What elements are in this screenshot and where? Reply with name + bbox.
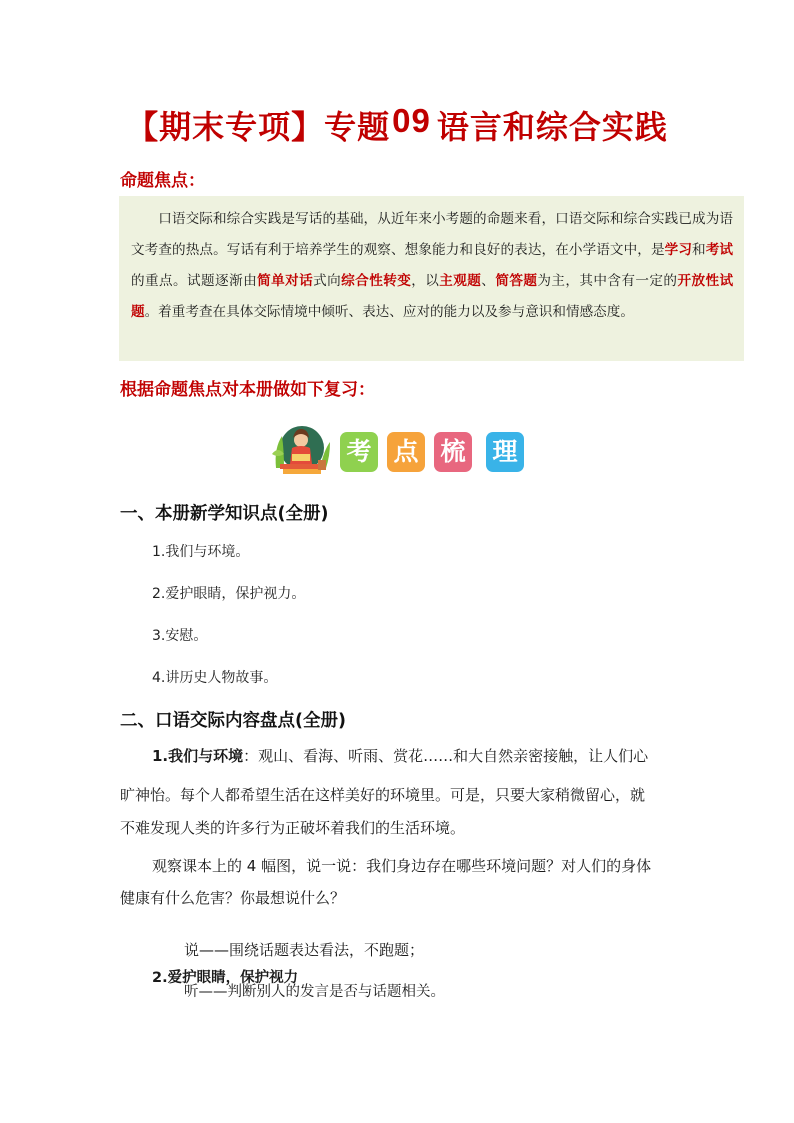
title-suffix: 语言和综合实践 (436, 108, 668, 146)
section1-item-1: 1.我们与环境。 (152, 544, 250, 560)
focus-text-segment: 、 (481, 273, 496, 289)
banner-tile-3: 梳 (434, 432, 472, 472)
banner-key-points (270, 424, 530, 476)
focus-highlight: 主观题 (439, 273, 482, 289)
page-title (0, 102, 794, 148)
focus-paragraph (131, 204, 733, 328)
tip-say: 说——围绕话题表达看法，不跑题； (184, 941, 425, 959)
section2-p1-line2: 旷神怡。每个人都希望生活在这样美好的环境里。可是，只要大家稍微留心，就 (120, 786, 646, 804)
section2-p1-lead: 1.我们与环境 (152, 747, 244, 765)
banner-tile-1: 考 (340, 432, 378, 472)
section2-p2-line2: 健康有什么危害？你最想说什么？ (120, 889, 346, 907)
focus-highlight: 简答题 (495, 273, 538, 289)
section1-heading: 一、本册新学知识点(全册) (120, 504, 329, 524)
focus-text-segment: 式向 (313, 273, 342, 289)
focus-text-segment: 。着重考查在具体交际情境中倾听、表达、应对的能力以及参与意识和情感态度。 (144, 304, 634, 320)
focus-text-segment: 的重点。试题逐渐由 (131, 273, 258, 289)
section2-item2-heading: 2.爱护眼睛，保护视力 (152, 970, 299, 986)
girl-reading-plants-icon (270, 424, 334, 476)
section2-p1-line1: 1.我们与环境：观山、看海、听雨、赏花……和大自然亲密接触，让人们心 (152, 747, 649, 765)
focus-highlight: 综合性转变 (341, 273, 412, 289)
section2-p1-line3: 不难发现人类的许多行为正破坏着我们的生活环境。 (120, 819, 466, 837)
title-prefix: 【期末专项】专题 (126, 108, 391, 146)
tip-listen: 听——判断别人的发言是否与话题相关。 (184, 984, 445, 1000)
section1-item-2: 2.爱护眼睛，保护视力。 (152, 586, 306, 602)
focus-heading: 命题焦点： (120, 171, 205, 191)
review-heading: 根据命题焦点对本册做如下复习： (120, 380, 375, 400)
banner-tile-2: 点 (387, 432, 425, 472)
focus-text-segment: 和 (692, 242, 706, 258)
focus-highlight: 简单对话 (257, 273, 314, 289)
focus-highlight: 开放性试题 (131, 273, 734, 320)
banner-tile-4: 理 (486, 432, 524, 472)
section1-item-4: 4.讲历史人物故事。 (152, 670, 278, 686)
focus-highlight: 学习 (664, 242, 693, 258)
focus-text-segment: 为主，其中含有一定的 (537, 273, 678, 289)
focus-highlight: 考试 (705, 242, 734, 258)
section1-item-3: 3.安慰。 (152, 628, 208, 644)
focus-box (119, 196, 744, 361)
focus-text-segment: ，以 (411, 273, 440, 289)
section2-p2-line1: 观察课本上的 4 幅图，说一说：我们身边存在哪些环境问题？对人们的身体 (152, 857, 652, 875)
focus-text-segment: 口语交际和综合实践是写话的基础，从近年来小考题的命题来看，口语交际和综合实践已成为语文考查的热点。写话有利于培养学生的观察、想象能力和良好的表达，在小学语文中，是 (131, 211, 733, 258)
title-number: 09 (392, 102, 431, 139)
section2-heading: 二、口语交际内容盘点(全册) (120, 711, 346, 731)
